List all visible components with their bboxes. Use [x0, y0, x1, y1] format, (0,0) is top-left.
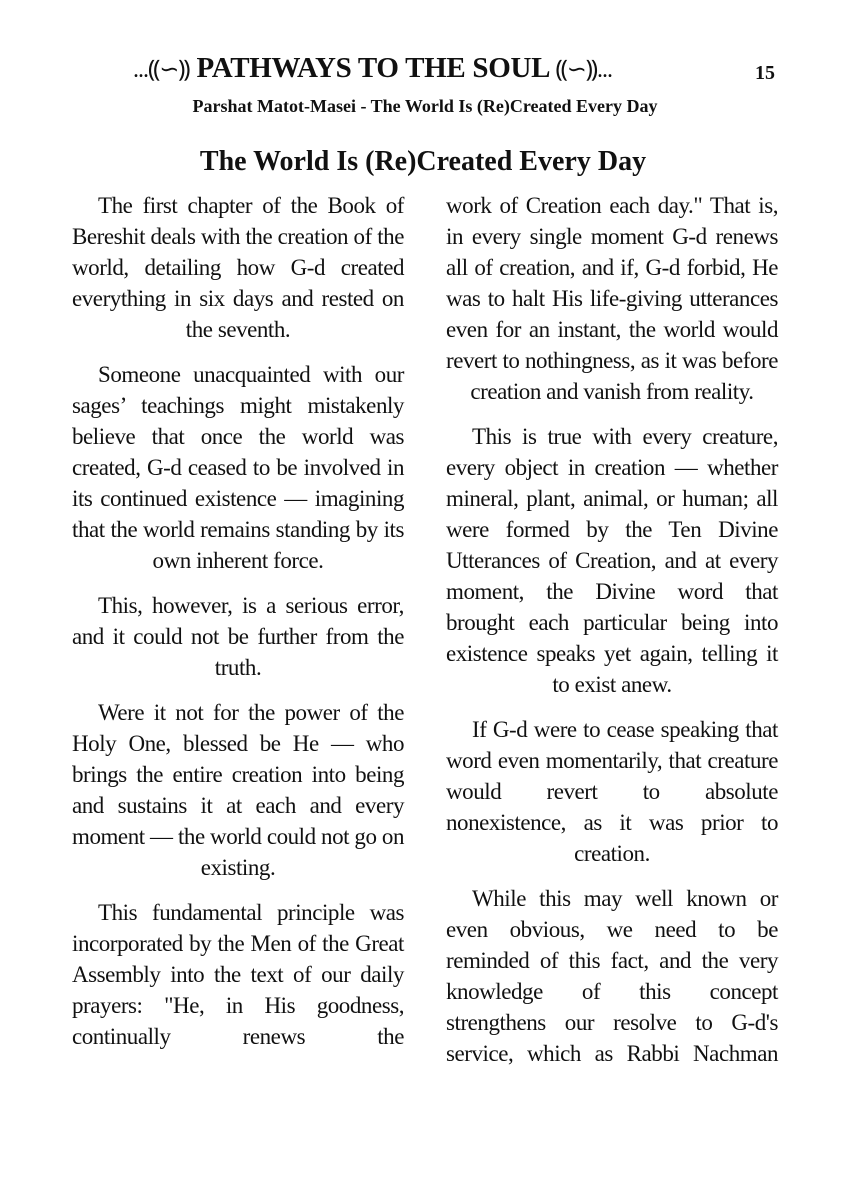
running-title [133, 52, 612, 85]
page-number: 15 [755, 62, 775, 84]
right-column [446, 190, 778, 1083]
paragraph: Someone unacquainted with our sages’ teachings might mistakenly believe that once the world was created, G-d ceased to be involved in its continued existence — imagining that the world remains standing by its own inherent force. [72, 362, 404, 573]
paragraph: The first chapter of the Book of Bereshit deals with the creation of the world, detailing how G-d created everything in six days and rested on the seventh. [72, 193, 404, 342]
paragraph: work of Creation each day." That is, in every single moment G-d renews all of creation, and if, G-d forbid, He was to halt His life-giving utterances even for an instant, the world would revert to nothingness, as it was before creation and vanish from reality. [446, 193, 778, 404]
paragraph: This fundamental principle was incorporated by the Men of the Great Assembly into the text of our daily prayers: "He, in His goodness, continually renews the [72, 900, 404, 1049]
paragraph: This, however, is a serious error, and it could not be further from the truth. [72, 593, 404, 680]
left-column [72, 190, 404, 1066]
article-title: The World Is (Re)Created Every Day [199, 146, 647, 177]
ornament-left-icon: ...⸨∽⸩ [133, 57, 190, 83]
chapter-subtitle: Parshat Matot-Masei - The World Is (Re)Created Every Day [192, 96, 658, 116]
running-title-text: PATHWAYS TO THE SOUL [196, 52, 549, 84]
paragraph: Were it not for the power of the Holy One, blessed be He — who brings the entire creation into being and sustains it at each and every moment — the world could not go on existing. [72, 700, 404, 880]
paragraph: While this may well known or even obvious, we need to be reminded of this fact, and the very knowledge of this concept strengthens our resolve to G-d's service, which as Rabbi Nachman [446, 886, 778, 1066]
paragraph: If G-d were to cease speaking that word even momentarily, that creature would revert to absolute nonexistence, as it was prior to creation. [446, 717, 778, 866]
ornament-right-icon: ⸨∽⸩... [555, 57, 612, 83]
paragraph: This is true with every creature, every object in creation — whether mineral, plant, animal, or human; all were formed by the Ten Divine Utterances of Creation, and at every moment, the Divine word that brought each particular being into existence speaks yet again, telling it to exist anew. [446, 424, 778, 697]
